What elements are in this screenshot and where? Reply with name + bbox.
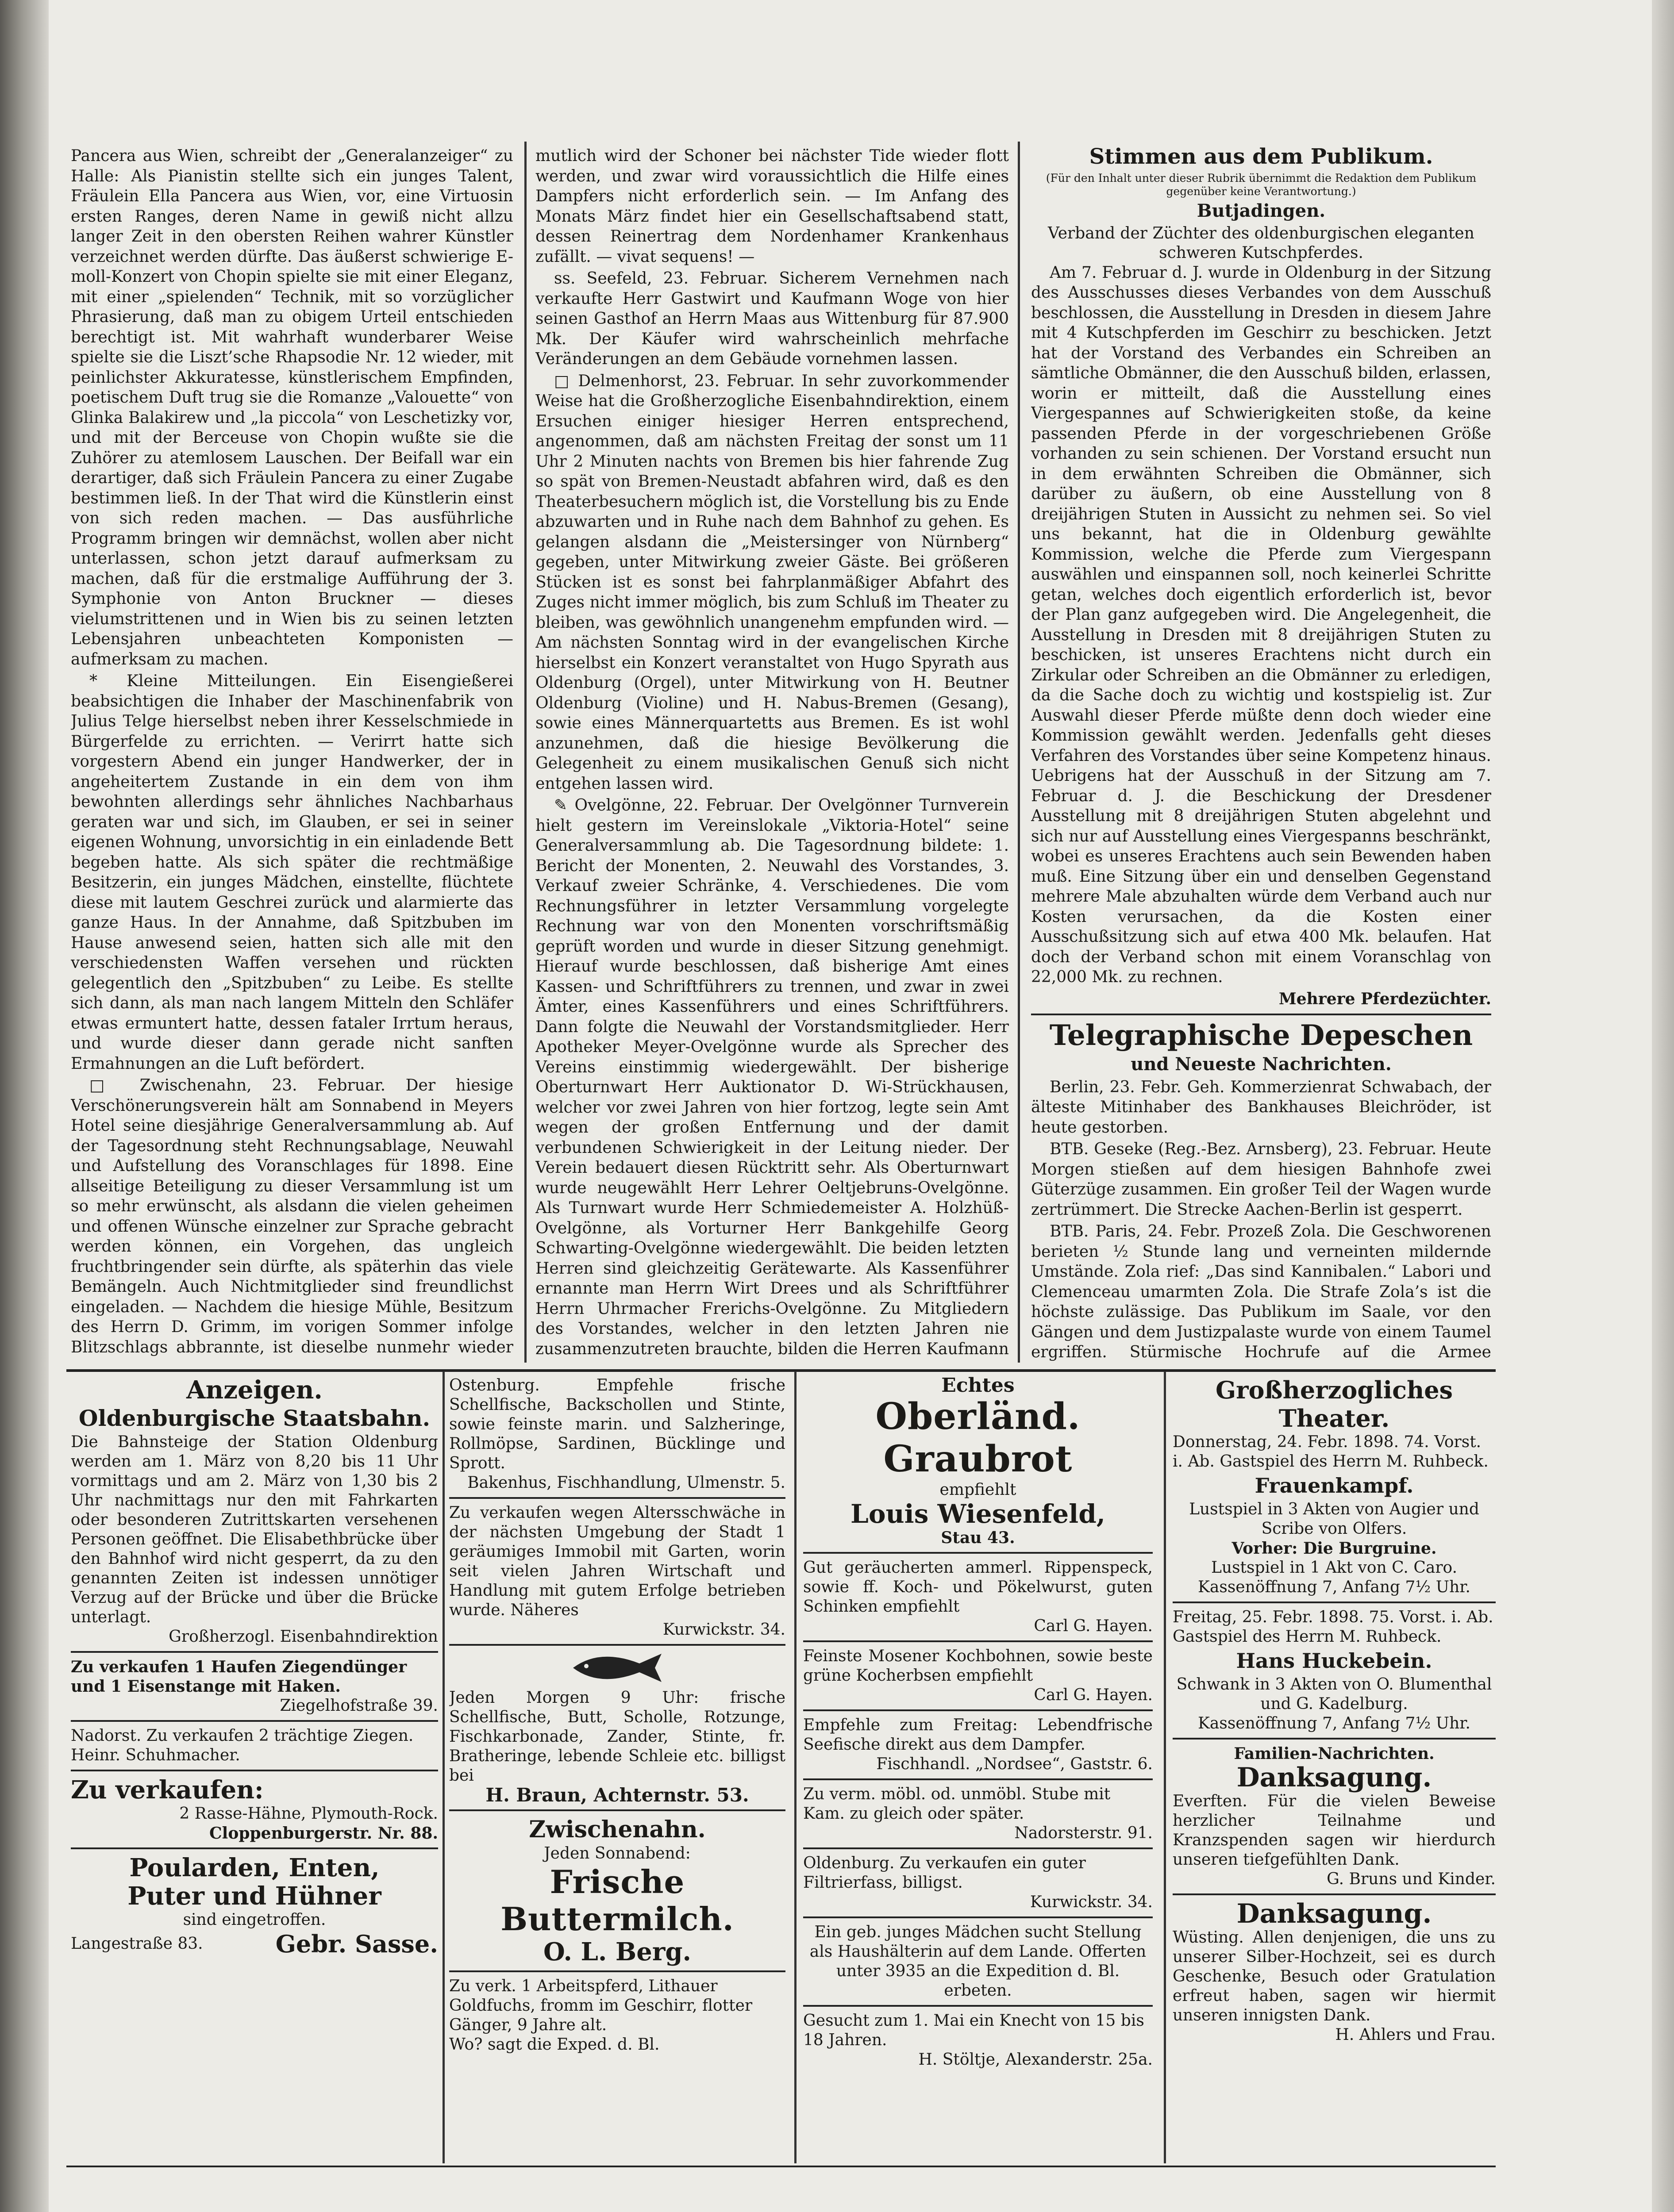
separator [449,1970,785,1972]
ads-column-b [449,1376,785,2168]
ads-column-a [71,1376,438,2168]
dank-1-heading: Danksagung. [1236,1762,1432,1793]
ad-berg: O. L. Berg. [543,1937,691,1966]
ad-empfiehlt: empfiehlt [939,1481,1016,1499]
ad-zu-verkaufen-text: 2 Rasse-Hähne, Plymouth-Rock. [179,1805,438,1823]
separator [803,1640,1153,1642]
ads-divider-v [1164,1371,1166,2163]
page-binding-shadow [0,0,49,2212]
separator [803,2005,1153,2007]
theater-1-desc: Lustspiel in 3 Akten von Augier und Scribe von Olfers. [1189,1500,1479,1538]
ad-zwischenahn-heading: Zwischenahn. [529,1816,706,1843]
article-seefeld: ss. Seefeld, 23. Februar. Sicherem Vernehmen nach verkaufte Herr Gastwirt und Kaufmann Woge von hier seinen Gasthof an Herrn Maas aus Wittenburg für 87.900 Mk. Der Käufer wird wahrscheinlich mehrfache Veränderungen an dem Gebäude vornehmen lassen. [535,269,1009,368]
ad-fisch: Jeden Morgen 9 Uhr: frische Schellfische, Butt, Scholle, Rotzunge, Fischkarbonade, Zander, Stinte, fr. Bratheringe, lebende Schleie etc. billigst bei [449,1689,785,1785]
ads-column-c [803,1376,1153,2168]
telegram-geseke: BTB. Geseke (Reg.-Bez. Arnsberg), 23. Februar. Heute Morgen stießen auf dem hiesigen Bahnhofe zwei Güterzüge zusammen. Ein großer Teil der Wagen wurde zertrümmert. Die Strecke Aachen-Berlin ist gesperrt. [1031,1140,1491,1219]
article-blexen-cont: mutlich wird der Schoner bei nächster Tide wieder flott werden, und zwar wird voraussichtlich die Hilfe eines Dampfers nicht erforderlich sein. — Im Anfang des Monats März findet hier ein Gesellschaftsabend statt, dessen Reinertrag dem Nordenhamer Krankenhaus zufällt. — vivat sequens! — [535,147,1009,266]
ad-zwischenahn-sub: Jeden Sonnabend: [544,1844,691,1863]
theater-2-title: Hans Huckebein. [1236,1649,1432,1673]
separator [71,1847,438,1849]
separator [71,1770,438,1771]
article-kleine-mitteilungen: * Kleine Mitteilungen. Ein Eisengießerei beabsichtigen die Inhaber der Maschinenfabrik von Julius Telge hierselbst neben ihrer Kesselschmiede in Bürgerfelde zu errichten. — Verirrt hatte sich vorgestern Abend ein junger Handwerker, der in angeheitertem Zustande in ein dem von ihm bewohnten allerdings sehr ähnliches Nachbarhaus geraten war und sich, im Glauben, er sei in seiner eigenen Wohnung, unvorsichtig in ein einladende Bett begeben hatte. Als sich später die rechtmäßige Besitzerin, ein junges Mädchen, einstellte, flüchtete diese mit lautem Geschrei zurück und alarmierte das ganze Haus. In der Annahme, daß Spitzbuben im Hause anwesend seien, hatten sich alle mit den verschiedensten Waffen versehen und rückten gelegentlich den „Spitzbuben“ zu Leibe. Es stellte sich dann, als man nach langem Mitteln den Schläfer etwas ermuntert hatte, dessen fataler Irrtum heraus, und wurde dieser dann gerade nicht sanften Ermahnungen an die Luft befördert. [71,672,513,1073]
telegram-paris: BTB. Paris, 24. Febr. Prozeß Zola. Die Geschworenen berieten ½ Stunde lang und verneinten mildernde Umstände. Zola rief: „Das sind Kannibalen.“ Labori und Clemenceau umarmten Zola. Die Strafe Zola’s ist die höchste zulässige. Das Publikum im Saale, vor den Gängen und dem Justizpalaste wurde von einem Taumel ergriffen. Stürmische Hochrufe auf die Armee [1031,1222,1491,1361]
ad-poularden-footer [71,1930,438,1958]
dank-1-sign: G. Bruns und Kinder. [1327,1870,1496,1888]
ads-column-d [1173,1376,1496,2168]
telegram-berlin: Berlin, 23. Febr. Geh. Kommerzienrat Schwabach, der älteste Mitinhaber des Bankhauses Bleichröder, ist heute gestorben. [1031,1078,1491,1137]
ad-stube: Zu verm. möbl. od. unmöbl. Stube mit Kam. zu gleich oder später. [803,1785,1111,1823]
dank-2-heading: Danksagung. [1236,1898,1432,1929]
ad-ziegenduenger: Zu verkaufen 1 Haufen Ziegendünger und 1 Eisenstange mit Haken. [71,1658,407,1696]
telegrams-heading: Telegraphische Depeschen [1049,1019,1473,1052]
ad-poularden-line2: Puter und Hühner [127,1882,381,1911]
ad-nadorst: Nadorst. Zu verkaufen 2 trächtige Ziegen. Heinr. Schuhmacher. [71,1727,414,1764]
dank-2-text: Wüsting. Allen denjenigen, die uns zu unserer Silber-Hochzeit, sei es durch Geschenke, Besuch oder Gratulation erfreut haben, sagen wir hiermit unseren innigsten Dank. [1173,1928,1496,2024]
theater-1-vorher: Vorher: Die Burgruine. [1231,1539,1437,1558]
ad-kochbohnen-sign: Carl G. Hayen. [1034,1686,1153,1704]
separator [803,1847,1153,1849]
place-heading: Butjadingen. [1197,200,1326,221]
column-divider [524,142,527,1363]
ad-ostenburg: Ostenburg. Empfehle frische Schellfische, Backschollen und Stinte, sowie feinste marin. und Salzheringe, Rollmöpse, Sardinen, Bücklinge und Sprott. [449,1376,785,1472]
ad-zu-verkaufen-heading: Zu verkaufen: [71,1775,264,1805]
ad-rippenspeck-sign: Carl G. Hayen. [1034,1617,1153,1635]
theater-1-date: Donnerstag, 24. Febr. 1898. 74. Vorst. i. Ab. Gastspiel des Herrn M. Ruhbeck. [1173,1433,1489,1471]
section-heading-publikum: Stimmen aus dem Publikum. [1089,144,1433,169]
article-delmenhorst: □ Delmenhorst, 23. Februar. In sehr zuvorkommender Weise hat die Großherzogliche Eisenbahndirektion, einem Ersuchen einiger hiesiger Herren entsprechend, angenommen, daß am nächsten Freitag der sonst um 11 Uhr 2 Minuten nachts von Bremen bis hier fahrende Zug so spät von Bremen-Neustadt abfahren wird, daß es den Theaterbesuchern möglich ist, die Vorstellung bis zu Ende abzuwarten und in Ruhe nach dem Bahnhof zu gehen. Es gelangen alsdann die „Meistersinger von Nürnberg“ gegeben, unter Mitwirkung zweier Gäste. Bei größeren Stücken ist es sonst bei fahrplanmäßiger Abfahrt des Zuges nicht immer möglich, bis zum Schluß im Theater zu bleiben, was gewöhnlich unangenehm empfunden wird. — Am nächsten Sonntag wird in der evangelischen Kirche hierselbst ein Konzert veranstaltet von Hugo Spyrath aus Oldenburg (Orgel), unter Mitwirkung von H. Beutner Oldenburg (Violine) und H. Nabus-Bremen (Gesang), sowie eines Männerquartetts aus Bremen. Es ist wohl anzunehmen, daß die hiesige Bevölkerung die Gelegenheit zu einem musikalischen Genuß sich nicht entgehen lassen wird. [535,372,1009,793]
letter-body: Am 7. Februar d. J. wurde in Oldenburg in der Sitzung des Ausschusses dieses Verbandes von dem Ausschuß beschlossen, die Ausstellung in Dresden in diesem Jahre mit 4 Kutschpferden im Geschirr zu beschicken. Jetzt hat der Vorstand des Verbandes ein Schreiben an sämtliche Obmänner, die den Ausschuß bilden, erlassen, worin er mitteilt, daß die Ausstellung eines Viergespannes auf Schwierigkeiten stoße, da keine passenden Pferde in der vorgeschriebenen Größe vorhanden zu sein schienen. Der Vorstand ersucht nun in dem erwähnten Schreiben die Obmänner, sich darüber zu äußern, ob eine Ausstellung von 8 dreijährigen Stuten in Aussicht zu nehmen sei. So viel uns bekannt, hat die in Oldenburg gewählte Kommission, welche die Pferde zum Viergespann auswählen und einspannen soll, noch keinerlei Schritte getan, welches doch eigentlich erforderlich ist, bevor der Plan ganz aufgegeben wird. Die Angelegenheit, die Ausstellung in Dresden mit 8 dreijährigen Stuten zu beschicken, ist unseres Erachtens nicht durch ein Zirkular oder Schreiben an die Obmänner zu erledigen, da die Sache doch zu wichtig und kostspielig ist. Zur Auswahl dieser Pferde müßte denn doch wieder eine Kommission gewählt werden. Jedenfalls geht dieses Verfahren des Vorstandes über seine Kompetenz hinaus. Uebrigens hat der Ausschuß in der Sitzung am 7. Februar d. J. die Beschickung der Dresdener Ausstellung mit 8 dreijährigen Stuten abgelehnt und sich nur auf Ausstellung eines Viergespanns beschränkt, wobei es unseres Erachtens auch sein Bewenden haben muß. Eine Sitzung über ein und denselben Gegenstand mehrere Male abzuhalten würde dem Verband auch nur Kosten verursachen, da die Kosten einer Ausschußsitzung sich auf etwa 400 Mk. belaufen. Hat doch der Verband schon mit einem Voranschlag von 22,000 Mk. zu rechnen. [1031,263,1491,986]
fish-icon [569,1650,666,1686]
section-disclaimer: (Für den Inhalt unter dieser Rubrik übernimmt die Redaktion dem Publikum gegenüber keine Verantwortung.) [1046,172,1477,198]
separator [803,1778,1153,1780]
ad-arbeitspferd-expedition: Wo? sagt die Exped. d. Bl. [449,2035,660,2054]
ad-graubrot: Oberländ. Graubrot [875,1395,1081,1480]
column-3 [1031,142,1491,1363]
ad-zu-verkaufen-addr: Cloppenburgerstr. Nr. 88. [209,1824,438,1843]
letter-signature: Mehrere Pferdezüchter. [1278,989,1491,1008]
ad-stube-addr: Nadorsterstr. 91. [1014,1824,1153,1842]
separator [1173,1893,1496,1895]
ad-maedchen: Ein geb. junges Mädchen sucht Stellung als Haushälterin auf dem Lande. Offerten unter 3935 an die Expedition d. Bl. erbeten. [809,1923,1147,2000]
theater-2-desc: Schwank in 3 Akten von O. Blumenthal und G. Kadelburg. [1176,1675,1492,1713]
page-bottom-rule [66,2166,1496,2167]
ad-seefische: Empfehle zum Freitag: Lebendfrische Seefische direkt aus dem Dampfer. [803,1716,1153,1754]
ad-immobil: Zu verkaufen wegen Altersschwäche in der nächsten Umgebung der Stadt 1 geräumiges Immobil mit Garten, worin seit vielen Jahren Wirtschaft und Handlung mit gutem Erfolge betrieben wurde. Näheres [449,1504,785,1619]
ad-filtrierfass: Oldenburg. Zu verkaufen ein guter Filtrierfass, billigst. [803,1854,1086,1892]
ad-arbeitspferd: Zu verk. 1 Arbeitspferd, Lithauer Goldfuchs, fromm im Geschirr, flotter Gänger, 9 Jahre alt. [449,1977,753,2034]
ad-knecht: Gesucht zum 1. Mai ein Knecht von 15 bis 18 Jahren. [803,2012,1144,2049]
dank-2-sign: H. Ahlers und Frau. [1335,2026,1496,2044]
theater-2-date: Freitag, 25. Febr. 1898. 75. Vorst. i. Ab. Gastspiel des Herrn M. Ruhbeck. [1173,1608,1493,1646]
ads-heading: Anzeigen. [186,1376,323,1405]
separator [1031,1014,1491,1015]
staatsbahn-text: Die Bahnsteige der Station Oldenburg werden am 1. März von 8,20 bis 11 Uhr vormittags und am 2. März von 1,30 bis 2 Uhr nachmittags nur den mit Fahrkarten oder besonderen Zutrittskarten versehenen Personen geöffnet. Die Elisabethbrücke über den Bahnhof wird nicht gesperrt, da zu den genannten Zeiten ist indessen unnötiger Verzug auf der Brücke und über die Brücke unterlagt. [71,1433,438,1626]
theater-1-title: Frauenkampf. [1255,1474,1414,1498]
separator [71,1720,438,1722]
staatsbahn-heading: Oldenburgische Staatsbahn. [78,1405,431,1431]
article-ovelgoenne: ✎ Ovelgönne, 22. Februar. Der Ovelgönner Turnverein hielt gestern im Vereinslokale „Viktoria-Hotel“ seine Generalversammlung ab. Die Tagesordnung bildete: 1. Bericht der Monenten, 2. Neuwahl des Vorstandes, 3. Verkauf zweier Schränke, 4. Verschiedenes. Die vom Rechnungsführer in letzter Versammlung vorgelegte Rechnung war von den Monenten vorschriftsmäßig geprüft worden und wurde in dieser Sitzung genehmigt. Hierauf wurde beschlossen, daß bisherige Amt eines Kassen- und Schriftführers zu trennen, und zwar in zwei Ämter, eines Kassenführers und eines Schriftführers. Dann folgte die Neuwahl der Vorstandsmitglieder. Herr Apotheker Meyer-Ovelgönne wurde als Sprecher des Vereins einstimmig wiedergewählt. Der bisherige Oberturnwart Herr Auktionator D. Wi-Strückhausen, welcher vor zwei Jahren von hier fortzog, legte sein Amt wegen der großen Entfernung und der damit verbundenen Schwierigkeit in der Leitung nieder. Der Verein bedauert diesen Rücktritt sehr. Als Oberturnwart wurde neugewählt Herr Lehrer Oeltjebruns-Ovelgönne. Als Turnwart wurde Herr Schmiedemeister A. Holzhüß-Ovelgönne, als Vorturner Herr Bankgehilfe Georg Schwarting-Ovelgönne wiedergewählt. Die beiden letzten Herren sind gleichzeitig Gerätewarte. Als Kassenführer ernannte man Herrn Wirt Drees und als Schriftführer Herrn Uhrmacher Frerichs-Ovelgönne. Zu Mitgliedern des Vorstandes, welcher in den letzten Jahren nie zusammenzutreten brauchte, bilden die Herren Kaufmann [535,796,1009,1358]
theater-1-times: Lustspiel in 1 Akt von C. Caro. Kassenöffnung 7, Anfang 7½ Uhr. [1198,1559,1470,1596]
family-news-heading: Familien-Nachrichten. [1234,1744,1435,1763]
separator [449,1497,785,1499]
theater-heading: Großherzogliches Theater. [1215,1376,1453,1432]
column-divider [1018,142,1020,1363]
separator [1173,1601,1496,1603]
ad-poularden-firm: Gebr. Sasse. [275,1930,438,1958]
ad-poularden-line1: Poularden, Enten, [129,1853,380,1882]
ad-echtes: Echtes [941,1376,1015,1397]
page-edge [1652,0,1674,2212]
ad-poularden-addr: Langestraße 83. [71,1935,203,1953]
ads-divider [66,1369,1496,1372]
ad-immobil-addr: Kurwickstr. 34. [662,1621,785,1639]
column-1 [71,146,513,1358]
letter-title: Verband der Züchter des oldenburgischen eleganten schweren Kutschpferdes. [1048,224,1474,262]
ad-poularden-sub: sind eingetroffen. [183,1911,326,1929]
ad-knecht-sign: H. Stöltje, Alexanderstr. 25a. [918,2051,1153,2069]
ad-ostenburg-sign: Bakenhus, Fischhandlung, Ulmenstr. 5. [467,1474,785,1492]
ad-wiesenfeld: Louis Wiesenfeld, [850,1499,1105,1529]
ad-buttermilch: Frische Buttermilch. [500,1863,734,1938]
ad-filtrierfass-addr: Kurwickstr. 34. [1030,1893,1153,1911]
ad-stau: Stau 43. [941,1528,1015,1547]
separator [1173,1738,1496,1740]
separator [803,1552,1153,1554]
ad-rippenspeck: Gut geräucherten ammerl. Rippenspeck, sowie ff. Koch- und Pökelwurst, guten Schinken empfiehlt [803,1559,1153,1616]
staatsbahn-sign: Großherzogl. Eisenbahndirektion [169,1628,438,1646]
separator [449,1809,785,1811]
ads-divider-v [794,1371,797,2163]
separator [803,1916,1153,1918]
ad-kochbohnen: Feinste Mosener Kochbohnen, sowie beste grüne Kocherbsen empfiehlt [803,1647,1153,1685]
ad-fisch-sign: H. Braun, Achternstr. 53. [485,1784,749,1806]
separator [71,1651,438,1653]
article-pancera: Pancera aus Wien, schreibt der „Generalanzeiger“ zu Halle: Als Pianistin stellte sich ein junges Talent, Fräulein Ella Pancera aus Wien, vor, eine Virtuosin ersten Ranges, deren Name in gewiß nicht allzu langer Zeit in den obersten Reihen wahrer Künstler verzeichnet werden dürfte. Das äußerst schwierige E-moll-Konzert von Chopin spielte sie mit einer Eleganz, mit einer „spielenden“ Technik, mit so vorzüglicher Phrasierung, daß man zu obigem Urteil entschieden berechtigt ist. Mit wahrhaft wunderbarer Weise spielte sie die Liszt’sche Rhapsodie Nr. 12 wieder, mit peinlichster Akkuratesse, künstlerischem Empfinden, poetischem Duft trug sie die Romanze „Valouette“ von Glinka Balakirew und „la piccola“ von Leschetizky vor, und mit der Berceuse von Chopin wußte sie die Zuhörer zu atemlosem Lauschen. Der Beifall war ein derartiger, daß sich Fräulein Pancera zu einer Zugabe bestimmen ließ. In der That wird die Künstlerin einst von sich reden machen. — Das ausführliche Programm bringen wir demnächst, wollen aber nicht unterlassen, schon jetzt darauf aufmerksam zu machen, daß für die erstmalige Aufführung der 3. Symphonie von Anton Bruckner — dieses vielumstrittenen und in Wien bis zu seinen letzten Lebensjahren unbeachteten Komponisten — aufmerksam zu machen. [71,147,513,668]
ad-seefische-sign: Fischhandl. „Nordsee“, Gaststr. 6. [876,1755,1153,1773]
ad-ziegenduenger-addr: Ziegelhofstraße 39. [280,1697,438,1715]
dank-1-text: Everften. Für die vielen Beweise herzlicher Teilnahme und Kranzspenden sagen wir hierdurch unseren tiefgefühlten Dank. [1173,1792,1496,1869]
separator [803,1709,1153,1711]
separator [449,1644,785,1646]
column-2 [535,146,1009,1358]
theater-2-times: Kassenöffnung 7, Anfang 7½ Uhr. [1198,1714,1470,1732]
telegrams-subheading: und Neueste Nachrichten. [1131,1054,1392,1075]
ads-divider-v [443,1371,445,2163]
article-zwischenahn: □ Zwischenahn, 23. Februar. Der hiesige Verschönerungsverein hält am Sonnabend in Meyers Hotel seine diesjährige Generalversammlung ab. Auf der Tagesordnung steht Rechnungsablage, Neuwahl und Aufstellung des Voranschlages für 1898. Eine allseitige Beteiligung zu dieser Versammlung ist um so mehr erwünscht, als alsdann die vielen geheimen und offenen Wünsche einzelner zur Sprache gebracht werden können, ein Vorgehen, das ungleich fruchtbringender sein dürfte, als späterhin das viele Bemängeln. Auch Nichtmitglieder sind freundlichst eingeladen. — Nachdem die hiesige Mühle, Besitzum des Herrn D. Grimm, im vorigen Sommer infolge Blitzschlags abbrannte, ist dieselbe nunmehr wieder [71,1076,513,1356]
